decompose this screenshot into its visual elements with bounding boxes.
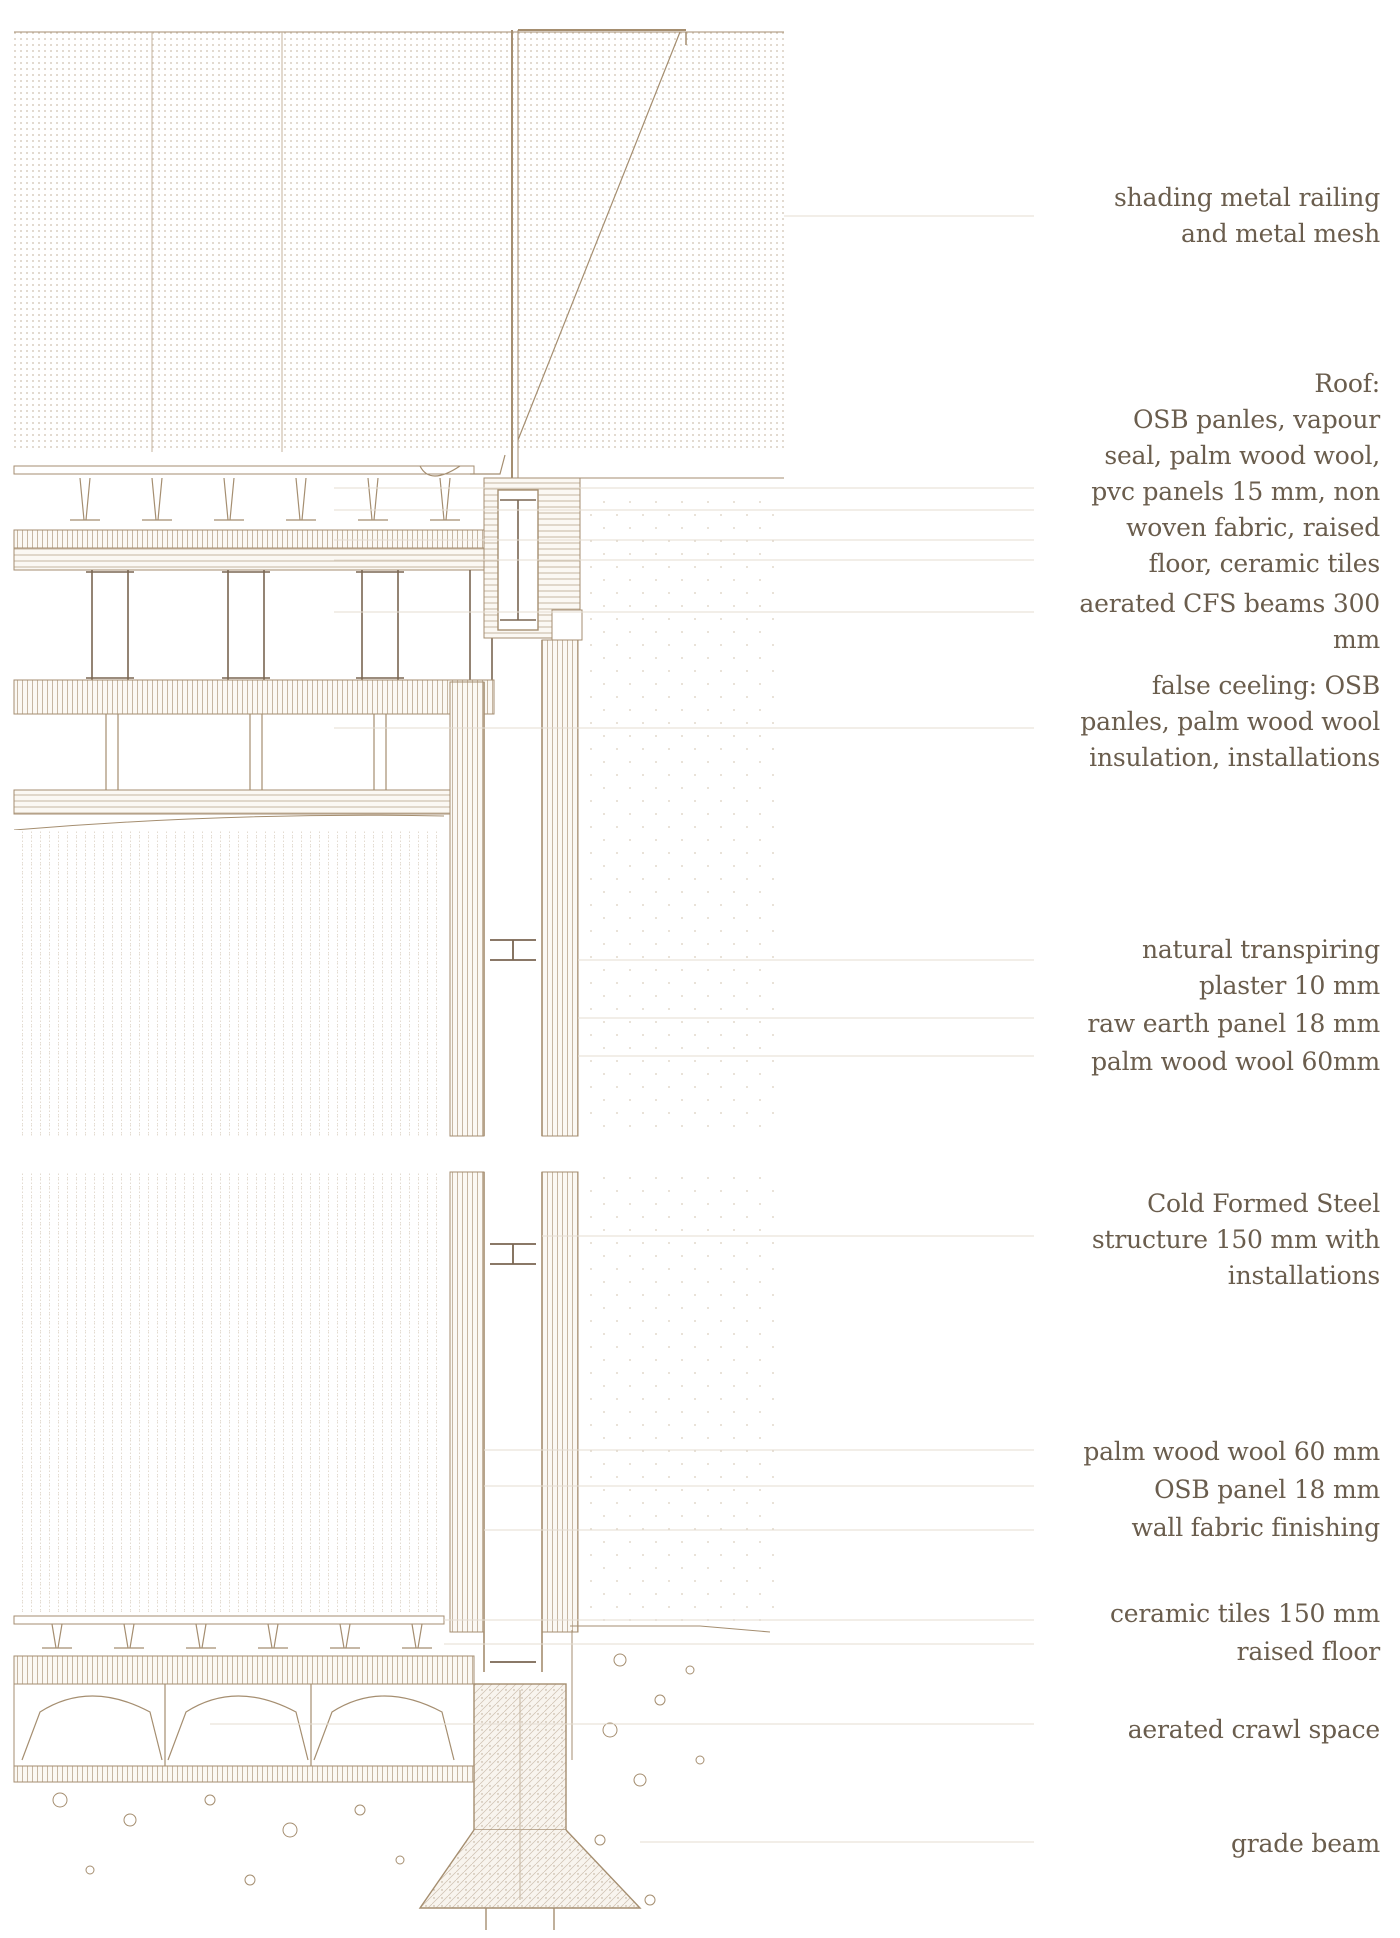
crawl-space — [14, 1684, 474, 1782]
roof-edge-block — [484, 478, 582, 640]
exterior-ground-upper — [584, 500, 784, 1136]
interior-fabric-upper — [14, 830, 444, 1136]
label-crawl-space: aerated crawl space — [1127, 1715, 1380, 1744]
shading-mesh — [14, 30, 784, 452]
label-grade-beam: grade beam — [1230, 1829, 1380, 1858]
interior-fabric-lower — [14, 1172, 444, 1612]
label-roof: Roof: OSB panles, vapour seal, palm wood wool, pvc panels 15 mm, non woven fabric, raised floor, ceramic tiles — [1091, 369, 1380, 578]
wall-upper — [450, 640, 578, 1136]
wall-lower — [450, 1172, 578, 1672]
label-osb-panel: OSB panel 18 mm — [1154, 1475, 1380, 1504]
label-raw-earth-panel: raw earth panel 18 mm — [1087, 1009, 1380, 1038]
label-wall-fabric: wall fabric finishing — [1131, 1513, 1380, 1542]
grade-beam — [420, 1684, 640, 1930]
label-false-ceiling: false ceeling: OSB panles, palm wood wool insulation, installations — [1080, 671, 1380, 772]
label-palm-wood-wool-interior: palm wood wool 60 mm — [1083, 1437, 1380, 1466]
label-plaster: natural transpiring plaster 10 mm — [1141, 935, 1380, 1000]
label-ceramic-tiles: ceramic tiles 150 mm — [1110, 1599, 1380, 1628]
label-cfs-beams: aerated CFS beams 300 mm — [1079, 589, 1380, 654]
raised-floor-supports — [70, 478, 460, 520]
label-cfs-structure: Cold Formed Steel structure 150 mm with installations — [1091, 1189, 1380, 1290]
floor-supports — [42, 1624, 432, 1648]
exterior-ground-lower — [584, 1172, 784, 1632]
raised-floor — [14, 1616, 474, 1684]
false-ceiling — [14, 680, 494, 830]
label-shading-railing: shading metal railing and metal mesh — [1113, 183, 1380, 248]
label-palm-wood-wool: palm wood wool 60mm — [1091, 1047, 1380, 1076]
cfs-beams — [86, 570, 492, 680]
label-raised-floor: raised floor — [1236, 1637, 1380, 1666]
